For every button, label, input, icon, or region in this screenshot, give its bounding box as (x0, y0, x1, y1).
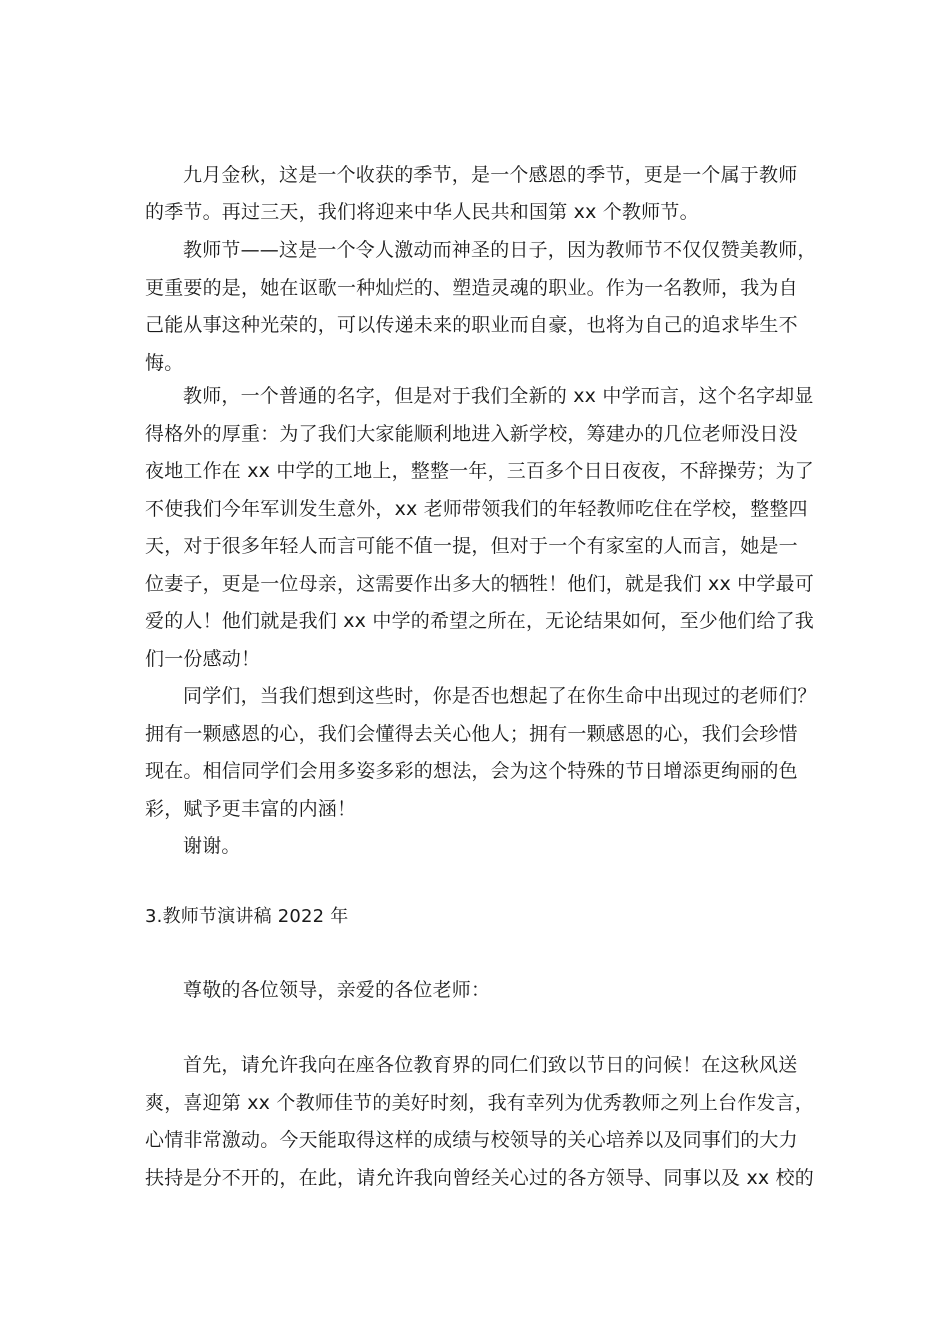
text-line: 拥有一颗感恩的心，我们会懂得去关心他人；拥有一颗感恩的心，我们会珍惜 (145, 723, 798, 745)
text-line: 己能从事这种光荣的，可以传递未来的职业而自豪，也将为自己的追求毕生不 (145, 314, 798, 336)
text-line: 得格外的厚重：为了我们大家能顺利地进入新学校，筹建办的几位老师没日没 (145, 423, 798, 445)
text-line: 教师，一个普通的名字，但是对于我们全新的 xx 中学而言，这个名字却显 (183, 385, 814, 407)
text-line: 谢谢。 (183, 835, 241, 857)
text-line: 扶持是分不开的，在此，请允许我向曾经关心过的各方领导、同事以及 xx 校的 (145, 1167, 814, 1189)
text-line: 同学们，当我们想到这些时，你是否也想起了在你生命中出现过的老师们？ (183, 685, 817, 707)
text-line: 天，对于很多年轻人而言可能不值一提，但对于一个有家室的人而言，她是一 (145, 535, 798, 557)
text-line: 首先，请允许我向在座各位教育界的同仁们致以节日的问候！在这秋风送 (183, 1054, 798, 1076)
text-line: 爽，喜迎第 xx 个教师佳节的美好时刻，我有幸列为优秀教师之列上台作发言， (145, 1092, 814, 1114)
text-line: 位妻子，更是一位母亲，这需要作出多大的牺牲！他们，就是我们 xx 中学最可 (145, 573, 814, 595)
text-line: 现在。相信同学们会用多姿多彩的想法，会为这个特殊的节日增添更绚丽的色 (145, 760, 798, 782)
text-line: 的季节。再过三天，我们将迎来中华人民共和国第 xx 个教师节。 (145, 201, 699, 223)
text-line: 不使我们今年军训发生意外，xx 老师带领我们的年轻教师吃住在学校，整整四 (145, 498, 808, 520)
text-line: 爱的人！他们就是我们 xx 中学的希望之所在，无论结果如何，至少他们给了我 (145, 610, 814, 632)
text-line: 悔。 (145, 352, 184, 374)
text-line: 九月金秋，这是一个收获的季节，是一个感恩的季节，更是一个属于教师 (183, 164, 798, 186)
text-line: 彩，赋予更丰富的内涵！ (145, 798, 357, 820)
greeting: 尊敬的各位领导，亲爱的各位老师： (183, 979, 491, 1001)
section-heading: 3.教师节演讲稿 2022 年 (145, 906, 349, 927)
text-line: 教师节——这是一个令人激动而神圣的日子，因为教师节不仅仅赞美教师， (183, 239, 817, 261)
text-line: 夜地工作在 xx 中学的工地上，整整一年，三百多个日日夜夜，不辞操劳；为了 (145, 460, 814, 482)
text-line: 更重要的是，她在讴歌一种灿烂的、塑造灵魂的职业。作为一名教师，我为自 (145, 277, 798, 299)
text-line: 们一份感动！ (145, 648, 261, 670)
text-line: 心情非常激动。今天能取得这样的成绩与校领导的关心培养以及同事们的大力 (145, 1129, 798, 1151)
